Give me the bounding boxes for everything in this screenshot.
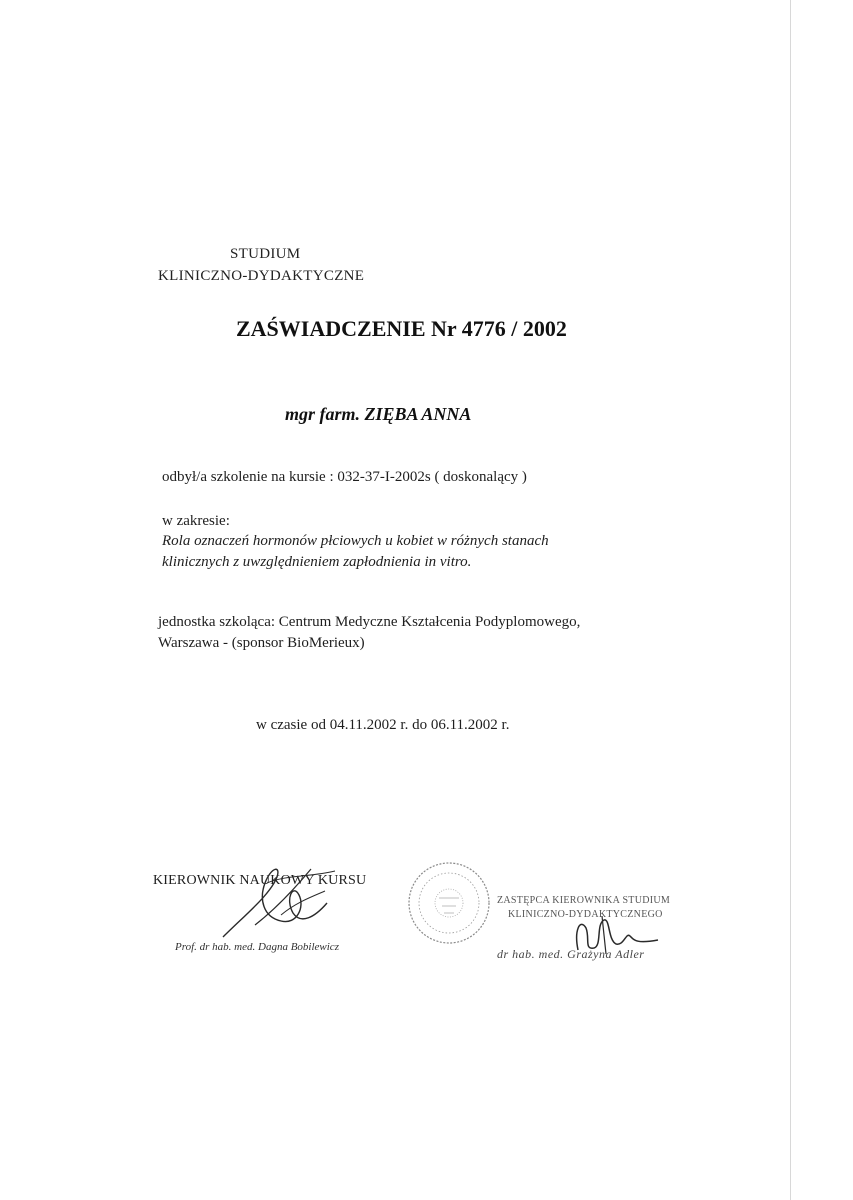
header-line-2: KLINICZNO-DYDAKTYCZNE <box>158 268 365 284</box>
certificate-title: ZAŚWIADCZENIE Nr 4776 / 2002 <box>236 316 567 341</box>
scope-line-1: Rola oznaczeń hormonów płciowych u kobiet w różnych stanach <box>162 533 549 549</box>
scan-edge-line <box>790 0 791 1200</box>
right-signatory-title-line-2: KLINICZNO-DYDAKTYCZNEGO <box>508 909 663 920</box>
period-line: w czasie od 04.11.2002 r. do 06.11.2002 r. <box>256 717 510 733</box>
round-stamp-seal <box>404 858 494 948</box>
header-line-1: STUDIUM <box>230 246 301 262</box>
scope-label: w zakresie: <box>162 513 230 529</box>
left-signatory-title: KIEROWNIK NAUKOWY KURSU <box>153 873 367 888</box>
right-signatory-name: dr hab. med. Grażyna Adler <box>497 947 645 961</box>
right-signatory-title-line-1: ZASTĘPCA KIEROWNIKA STUDIUM <box>497 895 671 906</box>
unit-line-1: jednostka szkoląca: Centrum Medyczne Kształcenia Podyplomowego, <box>158 614 581 630</box>
unit-line-2: Warszawa - (sponsor BioMerieux) <box>158 635 365 651</box>
left-signature-scribble <box>215 855 345 945</box>
recipient-name: mgr farm. ZIĘBA ANNA <box>285 404 472 424</box>
scope-line-2: klinicznych z uwzględnieniem zapłodnienia in vitro. <box>162 554 472 570</box>
left-signatory-name: Prof. dr hab. med. Dagna Bobilewicz <box>175 941 339 953</box>
course-line: odbył/a szkolenie na kursie : 032-37-I-2002s ( doskonalący ) <box>162 469 527 485</box>
